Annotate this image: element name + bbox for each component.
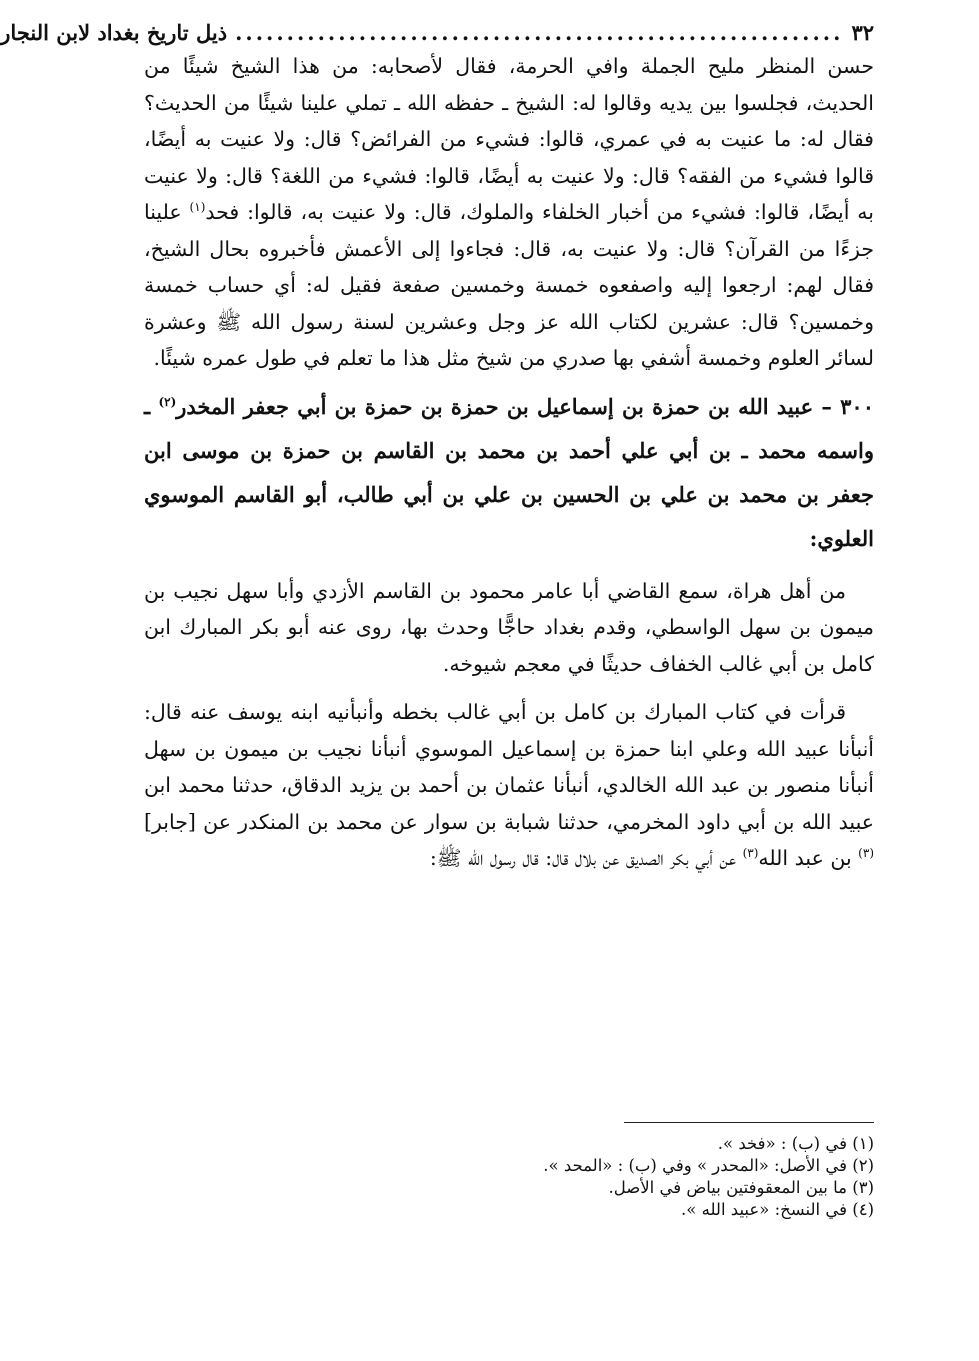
footnote-separator (624, 1122, 874, 1123)
page-number: ٣٢ (851, 20, 874, 45)
footnotes-section (144, 1122, 874, 1221)
entry-heading-text-b: ـ واسمه محمد ـ بن أبي علي أحمد بن محمد بن القاسم بن حمزة بن موسى ابن جعفر بن محمد بن علي بن الحسين بن علي بن أبي طالب، أبو القاسم الموسوي العلوي: (144, 393, 874, 551)
biography-entry-heading (144, 385, 874, 561)
paragraph-isnad (144, 694, 874, 877)
book-title: ذيل تاريخ بغداد لابن النجار (0, 20, 228, 45)
footnote-2: (٢) في الأصل: «المحدر » وفي (ب) : «المحد ». (543, 1156, 874, 1175)
footnote-marker-2: (٢) (158, 394, 177, 409)
isnad-text-c: عن أبي بكر الصديق عن بلال قال: قال رسول الله ﷺ: (429, 846, 743, 870)
isnad-text-b: بن عبد الله (758, 846, 859, 870)
paragraph-biography: من أهل هراة، سمع القاضي أبا عامر محمود بن القاسم الأزدي وأبا سهل نجيب بن ميمون بن سهل الواسطي، وقدم بغداد حاجًّا وحدث بها، روى عنه أبو بكر المبارك ابن كامل بن أبي غالب الخفاف حديثًا في معجم شيوخه. (144, 578, 874, 676)
footnote-1: (١) في (ب) : «فخد ». (717, 1134, 874, 1153)
footnote-4: (٤) في النسخ: «عبيد الله ». (681, 1200, 874, 1219)
isnad-text-a: قرأت في كتاب المبارك بن كامل بن أبي غالب بخطه وأنبأنيه ابنه يوسف عنه قال: أنبأنا عبيد الله وعلي ابنا حمزة بن إسماعيل الموسوي أنبأنا نجيب بن ميمون بن سهل أنبأنا منصور بن عبد الله الخالدي، أنبأنا عثمان بن أحمد بن يزيد الدقاق، حدثنا محمد ابن عبيد الله بن أبي داود المخرمي، حدثنا شبابة بن سوار عن محمد بن المنكدر عن [جابر] (144, 700, 874, 834)
page-body (0, 18, 874, 877)
paragraph-anecdote (144, 48, 874, 377)
footnote-marker-1: (١) (189, 200, 206, 215)
entry-heading-text-a: ٣٠٠ – عبيد الله بن حمزة بن إسماعيل بن حمزة بن حمزة بن أبي جعفر المخدر (176, 393, 874, 419)
paragraph-anecdote-text-a: حسن المنظر مليح الجملة وافي الحرمة، فقال لأصحابه: من هذا الشيخ شيئًا من الحديث، فجلسوا بين يديه وقالوا له: الشيخ ـ حفظه الله ـ تملي علينا شيئًا من الحديث؟ فقال له: ما عنيت به في عمري، قالوا: فشيء من الفرائض؟ قال: ولا عنيت به أيضًا، قالوا فشيء من الفقه؟ قال: ولا عنيت به أيضًا، قالوا: فشيء من اللغة؟ قال: ولا عنيت به أيضًا، قالوا: فشيء من أخبار الخلفاء والملوك، قال: ولا عنيت به، قالوا: فحد (144, 54, 874, 224)
header-leader-dots: ........................................................... (235, 20, 844, 45)
footnote-marker-3a: (٣) (858, 846, 874, 861)
paragraph-anecdote-text-b: علينا جزءًا من القرآن؟ قال: ولا عنيت به، قال: فجاءوا إلى الأعمش فأخبروه بحال الشيخ، فقال لهم: ارجعوا إليه واصفعوه خمسة وخمسين صفعة فقيل له: أي حساب خمسة وخمسين؟ قال: عشرين لكتاب الله عز وجل وعشرين لسنة رسول الله ﷺ وعشرة لسائر العلوم وخمسة أشفي بها صدري من شيخ مثل هذا ما تعلم في طول عمره شيئًا. (144, 200, 874, 370)
footnote-3: (٣) ما بين المعقوفتين بياض في الأصل. (608, 1178, 874, 1197)
footnote-marker-3b: (٣) (742, 846, 759, 861)
running-header (0, 18, 874, 48)
